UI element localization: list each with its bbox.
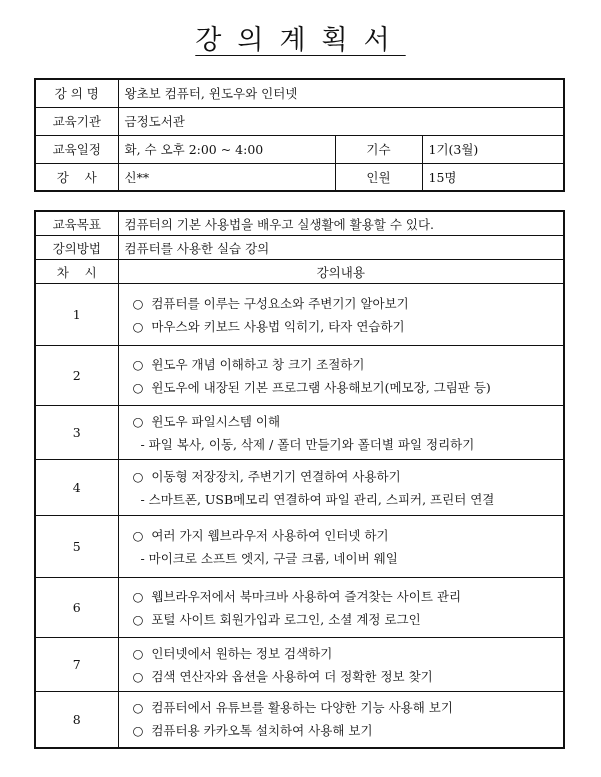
schedule-label: 교육일정 <box>35 135 118 163</box>
goal-label: 교육목표 <box>35 211 118 236</box>
instructor-row <box>35 163 564 191</box>
session-row <box>35 346 564 406</box>
session-row <box>35 406 564 460</box>
course-info-table <box>34 78 565 192</box>
schedule-row <box>35 135 564 163</box>
capacity-label: 인원 <box>335 163 422 191</box>
session-content-line: ○ 포털 사이트 회원가입과 로그인, 소셜 계정 로그인 <box>132 611 421 627</box>
session-row <box>35 284 564 346</box>
session-content <box>118 284 564 346</box>
session-number: 2 <box>35 346 118 406</box>
instructor-label: 강 사 <box>35 163 118 191</box>
document-title: 강의계획서 <box>195 25 406 56</box>
session-content-line: ○ 컴퓨터용 카카오톡 설치하여 사용해 보기 <box>132 723 373 739</box>
session-content <box>118 406 564 460</box>
session-row <box>35 638 564 692</box>
course-name-row <box>35 79 564 107</box>
session-content <box>118 346 564 406</box>
session-content <box>118 578 564 638</box>
institution-label: 교육기관 <box>35 107 118 135</box>
session-row <box>35 516 564 578</box>
method-value: 컴퓨터를 사용한 실습 강의 <box>118 236 564 260</box>
capacity-value: 15명 <box>422 163 564 191</box>
session-content-line: - 마이크로 소프트 엣지, 구글 크롬, 네이버 웨일 <box>132 550 398 566</box>
session-column-header: 차 시 <box>35 260 118 284</box>
session-content-line: ○ 마우스와 키보드 사용법 익히기, 타자 연습하기 <box>132 318 405 334</box>
session-number: 1 <box>35 284 118 346</box>
method-label: 강의방법 <box>35 236 118 260</box>
institution-value: 금정도서관 <box>118 107 564 135</box>
goal-value: 컴퓨터의 기본 사용법을 배우고 실생활에 활용할 수 있다. <box>118 211 564 236</box>
goal-row <box>35 211 564 236</box>
session-content-line: ○ 웹브라우저에서 북마크바 사용하여 즐겨찾는 사이트 관리 <box>132 588 462 604</box>
session-content-line: ○ 윈도우에 내장된 기본 프로그램 사용해보기(메모장, 그림판 등) <box>132 379 491 395</box>
session-number: 4 <box>35 460 118 516</box>
session-content-line: ○ 인터넷에서 원하는 정보 검색하기 <box>132 645 333 661</box>
session-row <box>35 578 564 638</box>
instructor-value: 신** <box>118 163 335 191</box>
session-content <box>118 516 564 578</box>
session-content-line: - 스마트폰, USB메모리 연결하여 파일 관리, 스피커, 프린터 연결 <box>132 491 495 507</box>
session-content <box>118 460 564 516</box>
session-row <box>35 692 564 748</box>
session-content-line: ○ 컴퓨터에서 유튜브를 활용하는 다양한 기능 사용해 보기 <box>132 700 453 716</box>
course-name-value: 왕초보 컴퓨터, 윈도우와 인터넷 <box>118 79 564 107</box>
session-number: 3 <box>35 406 118 460</box>
schedule-value: 화, 수 오후 2:00 ~ 4:00 <box>118 135 335 163</box>
content-column-header: 강의내용 <box>118 260 564 284</box>
session-content-line: ○ 여러 가지 웹브라우저 사용하여 인터넷 하기 <box>132 527 389 543</box>
method-row <box>35 236 564 260</box>
course-name-label: 강 의 명 <box>35 79 118 107</box>
session-row <box>35 460 564 516</box>
session-content-line: ○ 검색 연산자와 옵션을 사용하여 더 정확한 정보 찾기 <box>132 668 433 684</box>
session-content-line: ○ 윈도우 개념 이해하고 창 크기 조절하기 <box>132 356 365 372</box>
session-content <box>118 692 564 748</box>
session-content-line: ○ 컴퓨터를 이루는 구성요소와 주변기기 알아보기 <box>132 295 409 311</box>
session-number: 5 <box>35 516 118 578</box>
session-content-line: ○ 윈도우 파일시스템 이해 <box>132 413 281 429</box>
session-content-line: - 파일 복사, 이동, 삭제 / 폴더 만들기와 폴더별 파일 정리하기 <box>132 436 475 452</box>
lesson-plan-table <box>34 210 565 749</box>
institution-row <box>35 107 564 135</box>
session-number: 7 <box>35 638 118 692</box>
term-label: 기수 <box>335 135 422 163</box>
session-content <box>118 638 564 692</box>
session-content-line: ○ 이동형 저장장치, 주변기기 연결하여 사용하기 <box>132 468 401 484</box>
session-number: 8 <box>35 692 118 748</box>
session-number: 6 <box>35 578 118 638</box>
plan-header-row <box>35 260 564 284</box>
term-value: 1기(3월) <box>422 135 564 163</box>
